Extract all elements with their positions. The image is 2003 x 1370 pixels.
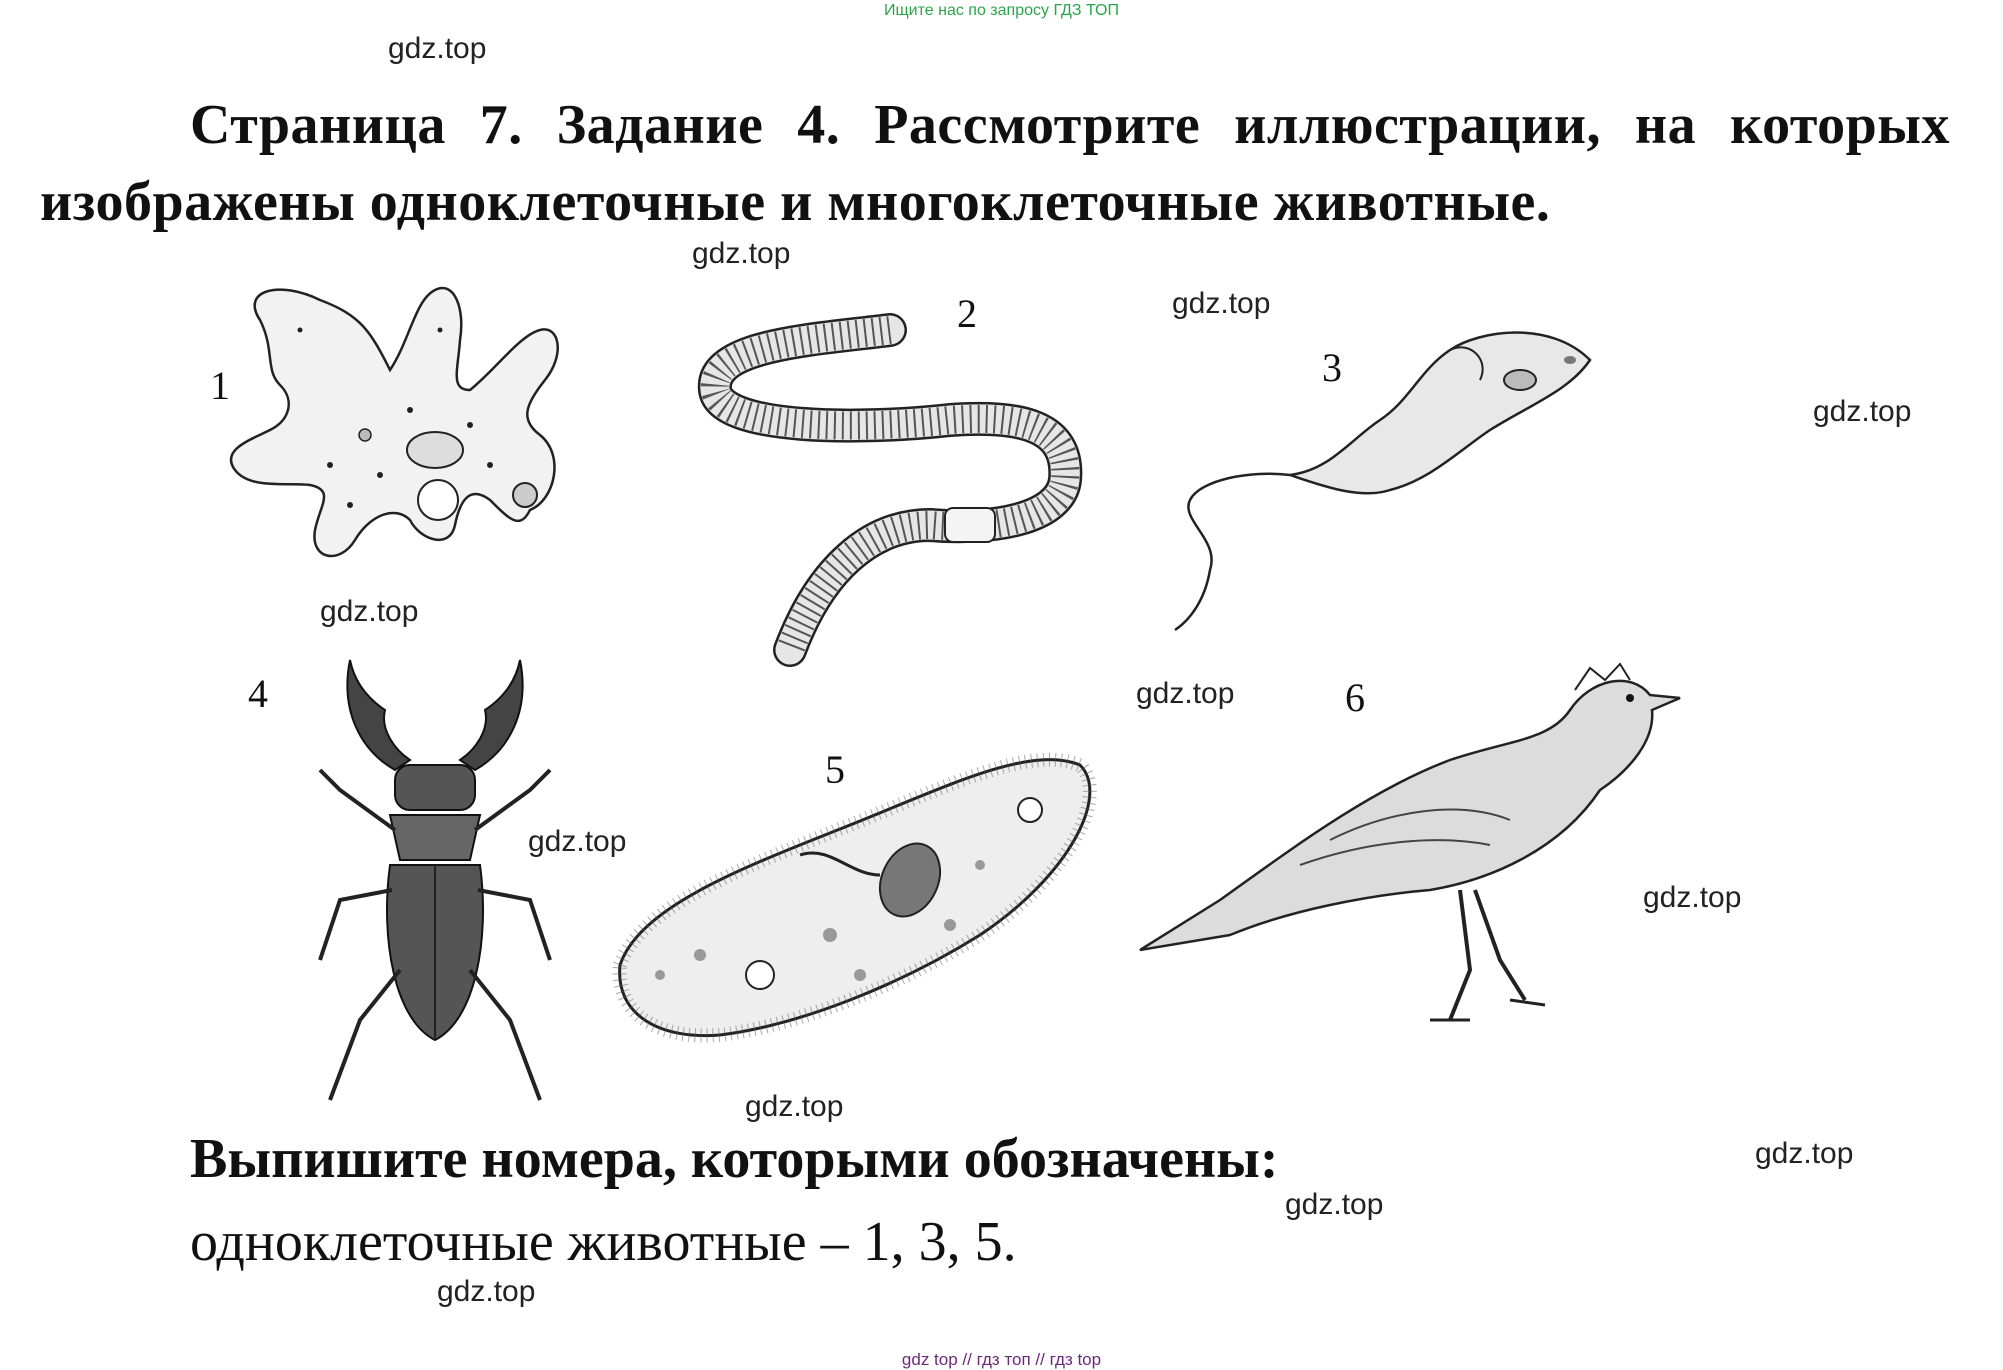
figure-number-3: 3 bbox=[1322, 345, 1342, 390]
watermark: gdz.top bbox=[692, 237, 791, 270]
paramecium-icon bbox=[600, 735, 1120, 1075]
watermark: gdz.top bbox=[388, 32, 487, 65]
instruction-subheading: Выпишите номера, которыми обозначены: bbox=[190, 1128, 1279, 1190]
amoeba-icon bbox=[220, 260, 620, 600]
watermark: gdz.top bbox=[1755, 1137, 1854, 1170]
watermark: gdz.top bbox=[528, 825, 627, 858]
figure-number-5: 5 bbox=[825, 747, 845, 792]
answer-text: одноклеточные животные – 1, 3, 5. bbox=[190, 1211, 1017, 1273]
earthworm-icon bbox=[690, 310, 1110, 660]
figure-number-1: 1 bbox=[210, 363, 230, 408]
trypanosome-icon bbox=[1150, 300, 1670, 640]
figure-number-6: 6 bbox=[1345, 675, 1365, 720]
task-heading-line1: Страница 7. Задание 4. Рассмотрите иллюстрации, на которых bbox=[190, 94, 1950, 156]
watermark: gdz.top bbox=[1643, 881, 1742, 914]
task-heading-line2: изображены одноклеточные и многоклеточные животные. bbox=[40, 171, 1551, 233]
top-banner: Ищите нас по запросу ГДЗ ТОП bbox=[884, 2, 1119, 19]
watermark: gdz.top bbox=[437, 1275, 536, 1308]
watermark: gdz.top bbox=[1285, 1188, 1384, 1221]
lark-bird-icon bbox=[1130, 650, 1670, 1070]
figure-number-2: 2 bbox=[957, 291, 977, 336]
stag-beetle-icon bbox=[300, 640, 580, 1120]
watermark: gdz.top bbox=[745, 1090, 844, 1123]
bottom-banner: gdz top // гдз топ // гдз top bbox=[901, 1350, 1102, 1369]
watermark: gdz.top bbox=[1136, 677, 1235, 710]
watermark: gdz.top bbox=[1172, 287, 1271, 320]
figure-number-4: 4 bbox=[248, 671, 268, 716]
watermark: gdz.top bbox=[1813, 395, 1912, 428]
watermark: gdz.top bbox=[320, 595, 419, 628]
